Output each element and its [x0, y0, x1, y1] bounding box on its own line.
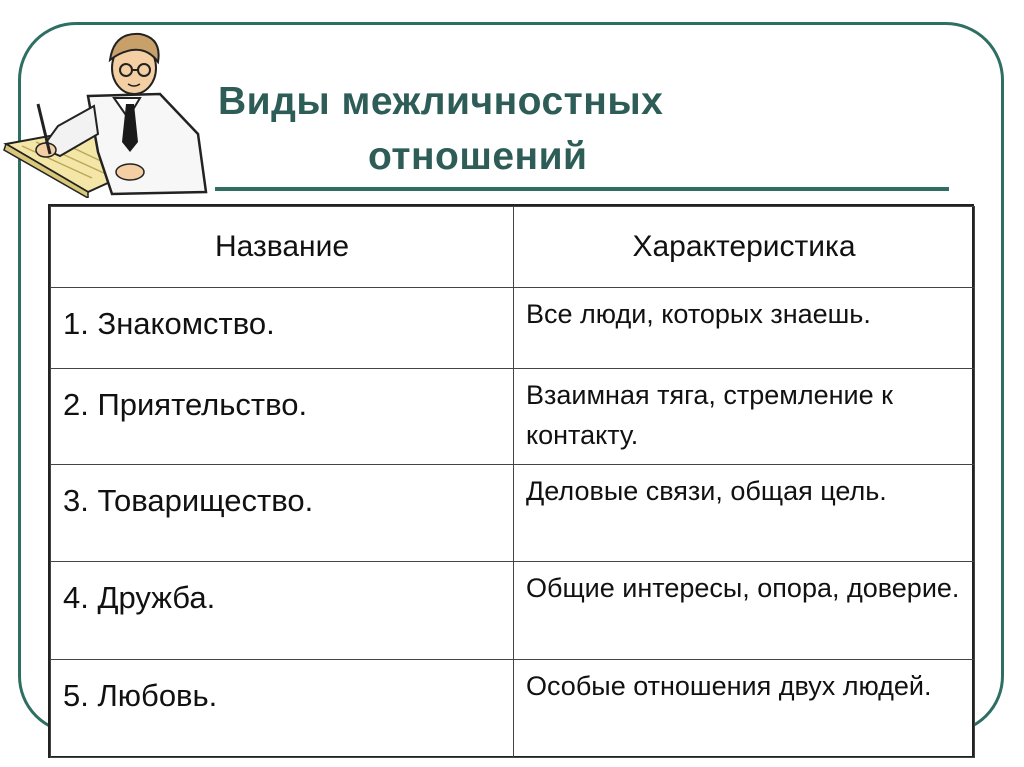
row-name: 3. Товарищество.	[51, 465, 514, 562]
table-row	[51, 660, 975, 758]
table-row	[51, 465, 975, 562]
row-description: Деловые связи, общая цель.	[514, 465, 975, 562]
row-description: Особые отношения двух людей.	[514, 660, 975, 758]
row-name: 2. Приятельство.	[51, 369, 514, 465]
table-row	[51, 288, 975, 369]
header-name: Название	[51, 207, 514, 288]
table-row	[51, 369, 975, 465]
header-characteristic: Характеристика	[514, 207, 975, 288]
row-name: 1. Знакомство.	[51, 288, 514, 369]
title-line-2: отношений	[368, 135, 588, 178]
slide-title	[218, 74, 818, 184]
row-name: 5. Любовь.	[51, 660, 514, 758]
relations-table-container	[48, 204, 974, 758]
relations-table	[50, 206, 975, 758]
row-name: 4. Дружба.	[51, 562, 514, 660]
title-line-1: Виды межличностных	[218, 80, 664, 123]
table-header-row	[51, 207, 975, 288]
row-description: Взаимная тяга, стремление к контакту.	[514, 369, 975, 465]
scholar-writing-icon	[2, 22, 214, 198]
title-underline	[215, 187, 949, 191]
row-description: Общие интересы, опора, доверие.	[514, 562, 975, 660]
row-description: Все люди, которых знаешь.	[514, 288, 975, 369]
table-row	[51, 562, 975, 660]
